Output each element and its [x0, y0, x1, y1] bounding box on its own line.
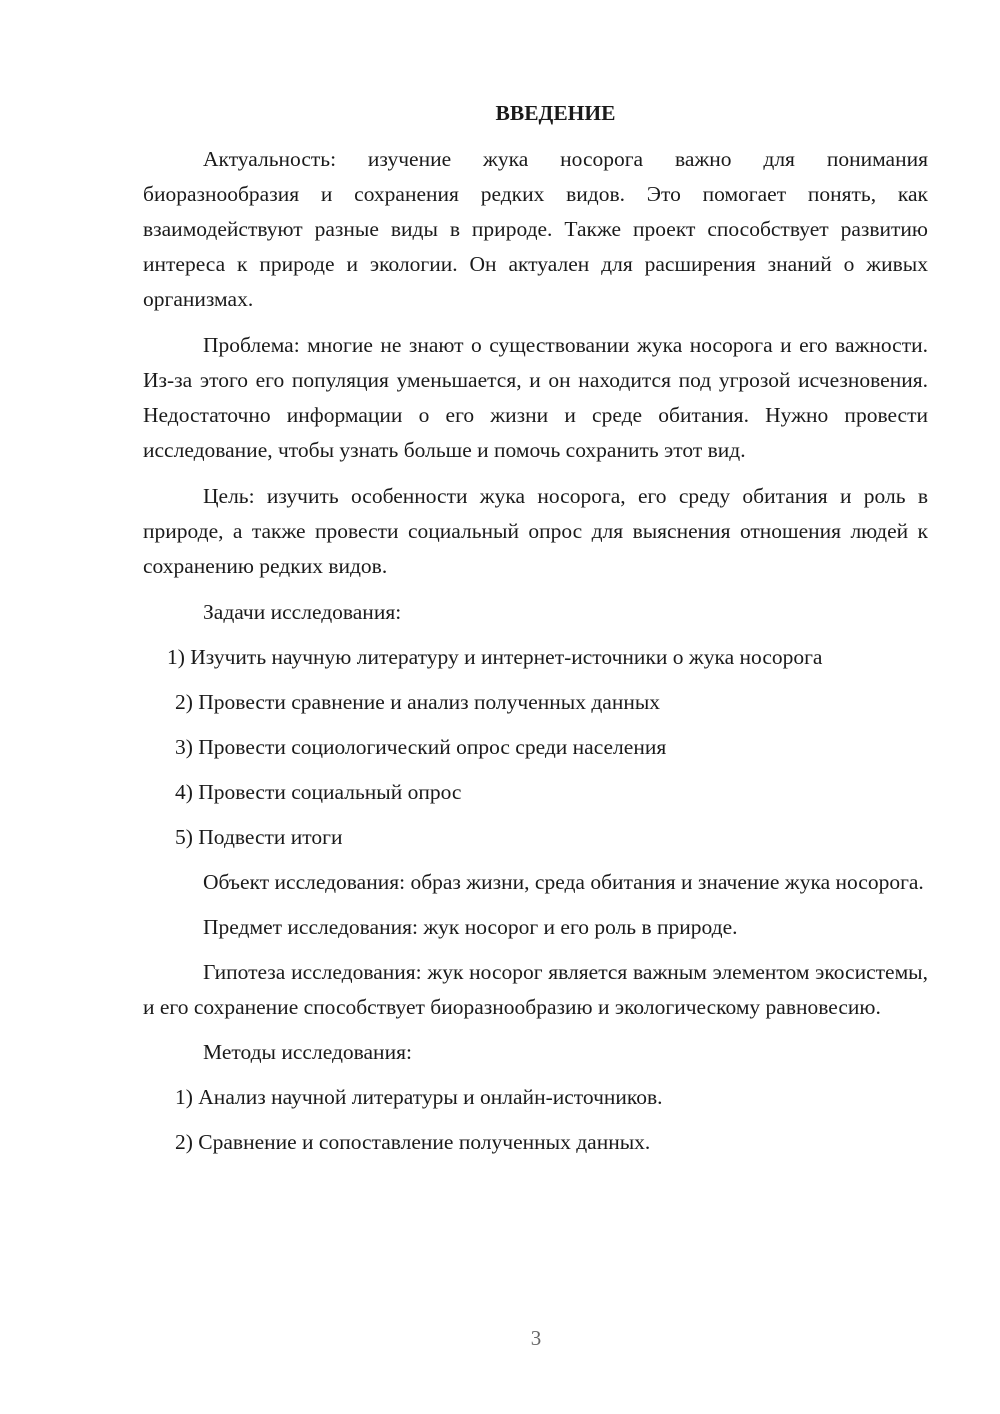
task-item-1: 1) Изучить научную литературу и интернет-источники о жука носорога [167, 645, 823, 669]
method-item-2: 2) Сравнение и сопоставление полученных данных. [175, 1130, 651, 1154]
task-item-4: 4) Провести социальный опрос [175, 780, 462, 804]
method-item-1: 1) Анализ научной литературы и онлайн-источников. [175, 1085, 663, 1109]
relevance-paragraph: Актуальность: изучение жука носорога важно для понимания биоразнообразия и сохранения редких видов. Это помогает понять, как взаимодействуют разные виды в природе. Также проект способствует развитию интереса к природе и экологии. Он актуален для расширения знаний о живых организмах. [143, 147, 928, 311]
task-item-2: 2) Провести сравнение и анализ полученных данных [175, 690, 661, 714]
task-item-3: 3) Провести социологический опрос среди населения [175, 735, 667, 759]
tasks-heading: Задачи исследования: [203, 600, 402, 624]
methods-heading: Методы исследования: [203, 1040, 412, 1064]
problem-paragraph: Проблема: многие не знают о существовании жука носорога и его важности. Из-за этого его популяция уменьшается, и он находится под угрозой исчезновения. Недостаточно информации о его жизни и среде обитания. Нужно провести исследование, чтобы узнать больше и помочь сохранить этот вид. [143, 333, 928, 462]
subject-paragraph: Предмет исследования: жук носорог и его роль в природе. [203, 915, 738, 939]
object-paragraph: Объект исследования: образ жизни, среда обитания и значение жука носорога. [203, 870, 924, 894]
page-number: 3 [530, 1326, 542, 1350]
task-item-5: 5) Подвести итоги [175, 825, 343, 849]
hypothesis-paragraph: Гипотеза исследования: жук носорог является важным элементом экосистемы, и его сохранение способствует биоразнообразию и экологическому равновесию. [143, 960, 928, 1019]
goal-paragraph: Цель: изучить особенности жука носорога, его среду обитания и роль в природе, а также провести социальный опрос для выяснения отношения людей к сохранению редких видов. [143, 484, 928, 578]
page-title: ВВЕДЕНИЕ [495, 101, 616, 125]
document-page [143, 96, 928, 1170]
